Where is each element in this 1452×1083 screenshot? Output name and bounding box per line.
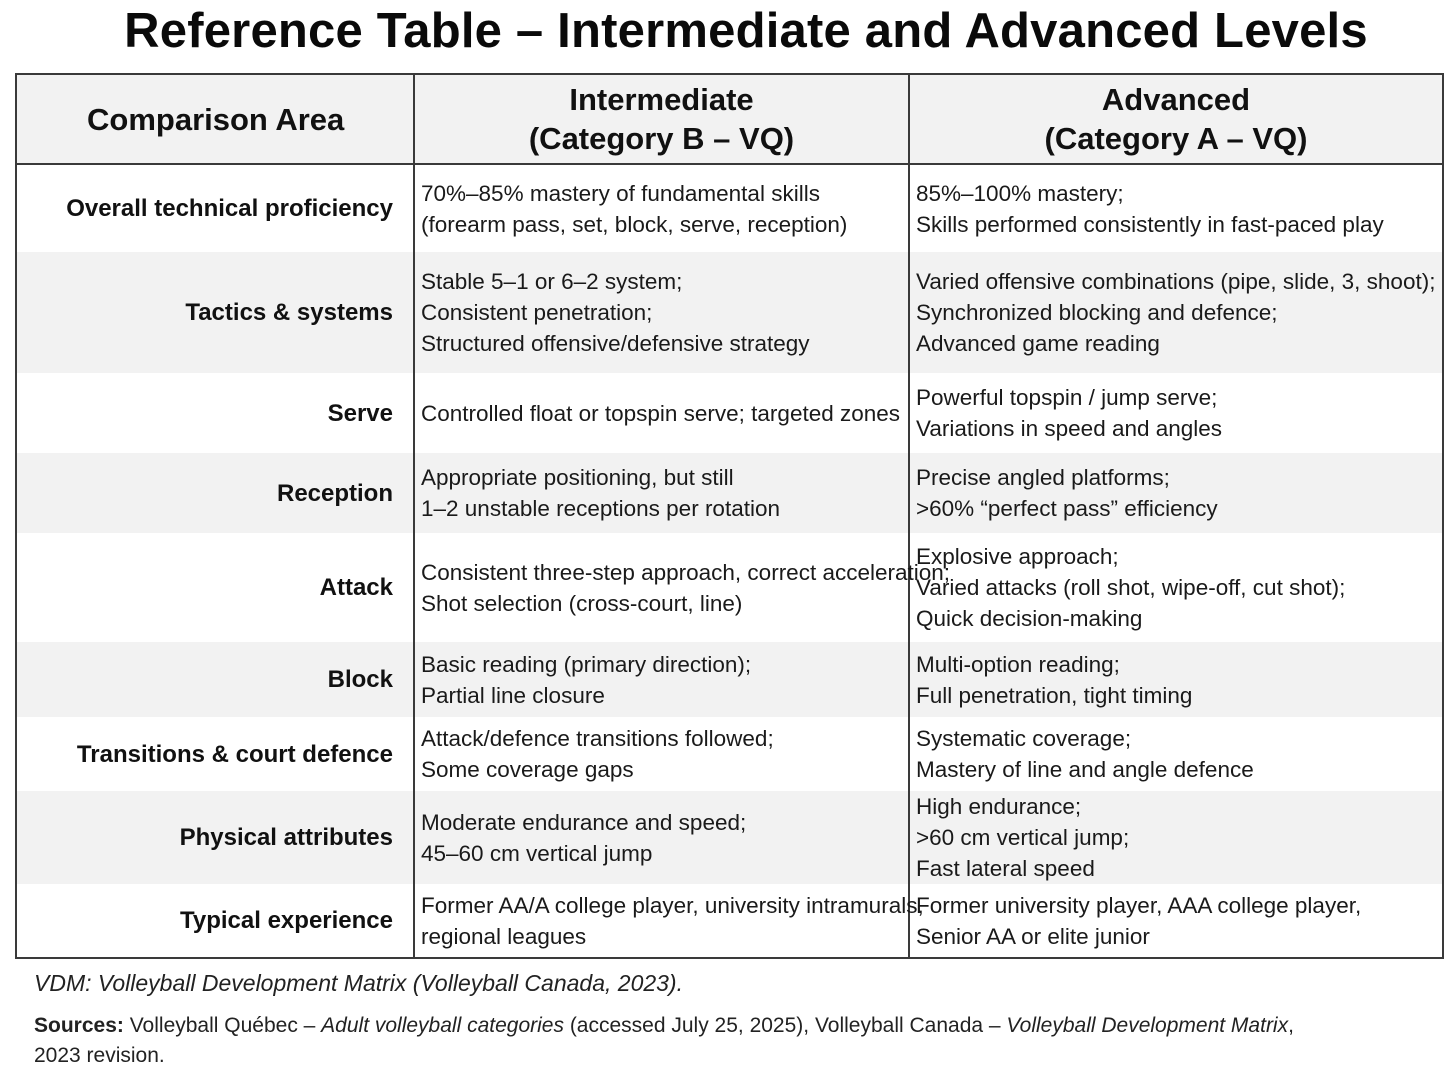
intermediate-cell-line: (forearm pass, set, block, serve, reception) [421,211,848,237]
intermediate-cell-line: Basic reading (primary direction); [421,651,752,677]
intermediate-cell-line: Attack/defence transitions followed; [421,726,774,751]
advanced-cell-line: Explosive approach; [916,544,1119,569]
comparison-area-cell: Block [16,642,414,717]
page-title: Reference Table – Intermediate and Advanced Levels [124,4,1368,58]
comparison-area-cell: Serve [16,373,414,453]
sources-title-2: Volleyball Development Matrix [1006,1014,1289,1037]
advanced-cell-line: Full penetration, tight timing [916,682,1193,708]
sources-text-2: (accessed July 25, 2025), Volleyball Canada – [563,1014,1007,1037]
header-intermediate-line2: (Category B – VQ) [528,121,795,156]
comparison-area-cell: Attack [16,533,414,642]
table-row [16,164,1443,252]
advanced-cell [909,642,1443,717]
intermediate-cell [414,884,924,958]
intermediate-cell-line: Shot selection (cross-court, line) [421,590,743,616]
advanced-cell-line: Varied offensive combinations (pipe, slide, 3, shoot); [916,269,1436,294]
header-advanced [909,74,1443,164]
advanced-cell-line: Skills performed consistently in fast-paced play [916,211,1384,237]
advanced-cell-line: 85%–100% mastery; [916,180,1124,206]
advanced-cell [909,791,1443,884]
advanced-cell-line: >60% “perfect pass” efficiency [916,496,1218,521]
advanced-cell-line: Powerful topspin / jump serve; [916,385,1218,410]
intermediate-cell-line: Controlled float or topspin serve; targeted zones [421,400,901,426]
advanced-cell [909,373,1443,453]
header-advanced-line2: (Category A – VQ) [1044,121,1308,156]
header-intermediate-line1: Intermediate [569,82,754,117]
advanced-cell-line: Senior AA or elite junior [916,923,1150,949]
comparison-area-cell: Tactics & systems [16,252,414,373]
intermediate-cell-line: Moderate endurance and speed; [421,809,747,835]
intermediate-cell [414,717,909,791]
advanced-cell-line: Varied attacks (roll shot, wipe-off, cut shot); [916,575,1346,600]
intermediate-cell-line: Stable 5–1 or 6–2 system; [421,269,683,294]
footnote-vdm: VDM: Volleyball Development Matrix (Volleyball Canada, 2023). [34,970,683,996]
table-row [16,533,1443,642]
intermediate-cell [414,453,909,533]
table-row [16,252,1443,373]
comparison-area-cell: Physical attributes [16,791,414,884]
intermediate-cell-line: regional leagues [421,923,587,949]
advanced-cell-line: High endurance; [916,794,1082,819]
intermediate-cell [414,252,909,373]
intermediate-cell-line: 1–2 unstable receptions per rotation [421,496,780,521]
advanced-cell [909,717,1443,791]
advanced-cell-line: Mastery of line and angle defence [916,757,1254,782]
advanced-cell [909,453,1443,533]
advanced-cell [909,884,1443,958]
sources-label: Sources: [34,1014,124,1037]
advanced-cell [909,252,1443,373]
intermediate-cell [414,164,909,252]
sources-note [34,1011,1334,1071]
header-comparison-area: Comparison Area [16,74,414,164]
intermediate-cell [414,373,909,453]
table-row [16,373,1443,453]
intermediate-cell [414,791,909,884]
intermediate-cell-line: Consistent three-step approach, correct acceleration; [421,559,951,585]
sources-title-1: Adult volleyball categories [321,1014,564,1037]
advanced-cell-line: Synchronized blocking and defence; [916,300,1278,325]
comparison-area-cell: Transitions & court defence [16,717,414,791]
intermediate-cell-line: 45–60 cm vertical jump [421,840,653,866]
intermediate-cell-line: Partial line closure [421,682,605,708]
advanced-cell-line: Advanced game reading [916,331,1160,356]
table-header-row [16,74,1443,164]
sources-text-1: Volleyball Québec – [123,1014,322,1037]
intermediate-cell-line: Consistent penetration; [421,300,653,325]
table-row [16,717,1443,791]
table-body [16,164,1443,958]
advanced-cell-line: Variations in speed and angles [916,416,1223,441]
advanced-cell-line: Former university player, AAA college player, [916,892,1362,918]
intermediate-cell-line: 70%–85% mastery of fundamental skills [421,180,820,206]
comparison-area-cell: Typical experience [16,884,414,958]
table-row [16,791,1443,884]
intermediate-cell-line: Some coverage gaps [421,757,634,782]
advanced-cell [909,533,1443,642]
advanced-cell-line: Fast lateral speed [916,856,1095,881]
header-advanced-line1: Advanced [1101,82,1251,117]
intermediate-cell [414,533,951,642]
intermediate-cell-line: Structured offensive/defensive strategy [421,331,810,356]
advanced-cell-line: Multi-option reading; [916,651,1120,677]
advanced-cell-line: >60 cm vertical jump; [916,825,1130,850]
advanced-cell [909,164,1443,252]
comparison-area-cell: Overall technical proficiency [16,164,414,252]
table-row [16,453,1443,533]
advanced-cell-line: Quick decision-making [916,606,1143,631]
advanced-cell-line: Systematic coverage; [916,726,1132,751]
advanced-cell-line: Precise angled platforms; [916,465,1170,490]
comparison-area-cell: Reception [16,453,414,533]
sources-text-3: , 2023 revision. [34,1014,1294,1067]
header-intermediate [414,74,909,164]
intermediate-cell-line: Former AA/A college player, university intramurals, [421,892,924,918]
intermediate-cell-line: Appropriate positioning, but still [421,465,734,490]
table-row [16,884,1443,958]
intermediate-cell [414,642,909,717]
table-row [16,642,1443,717]
reference-table [15,73,1444,959]
